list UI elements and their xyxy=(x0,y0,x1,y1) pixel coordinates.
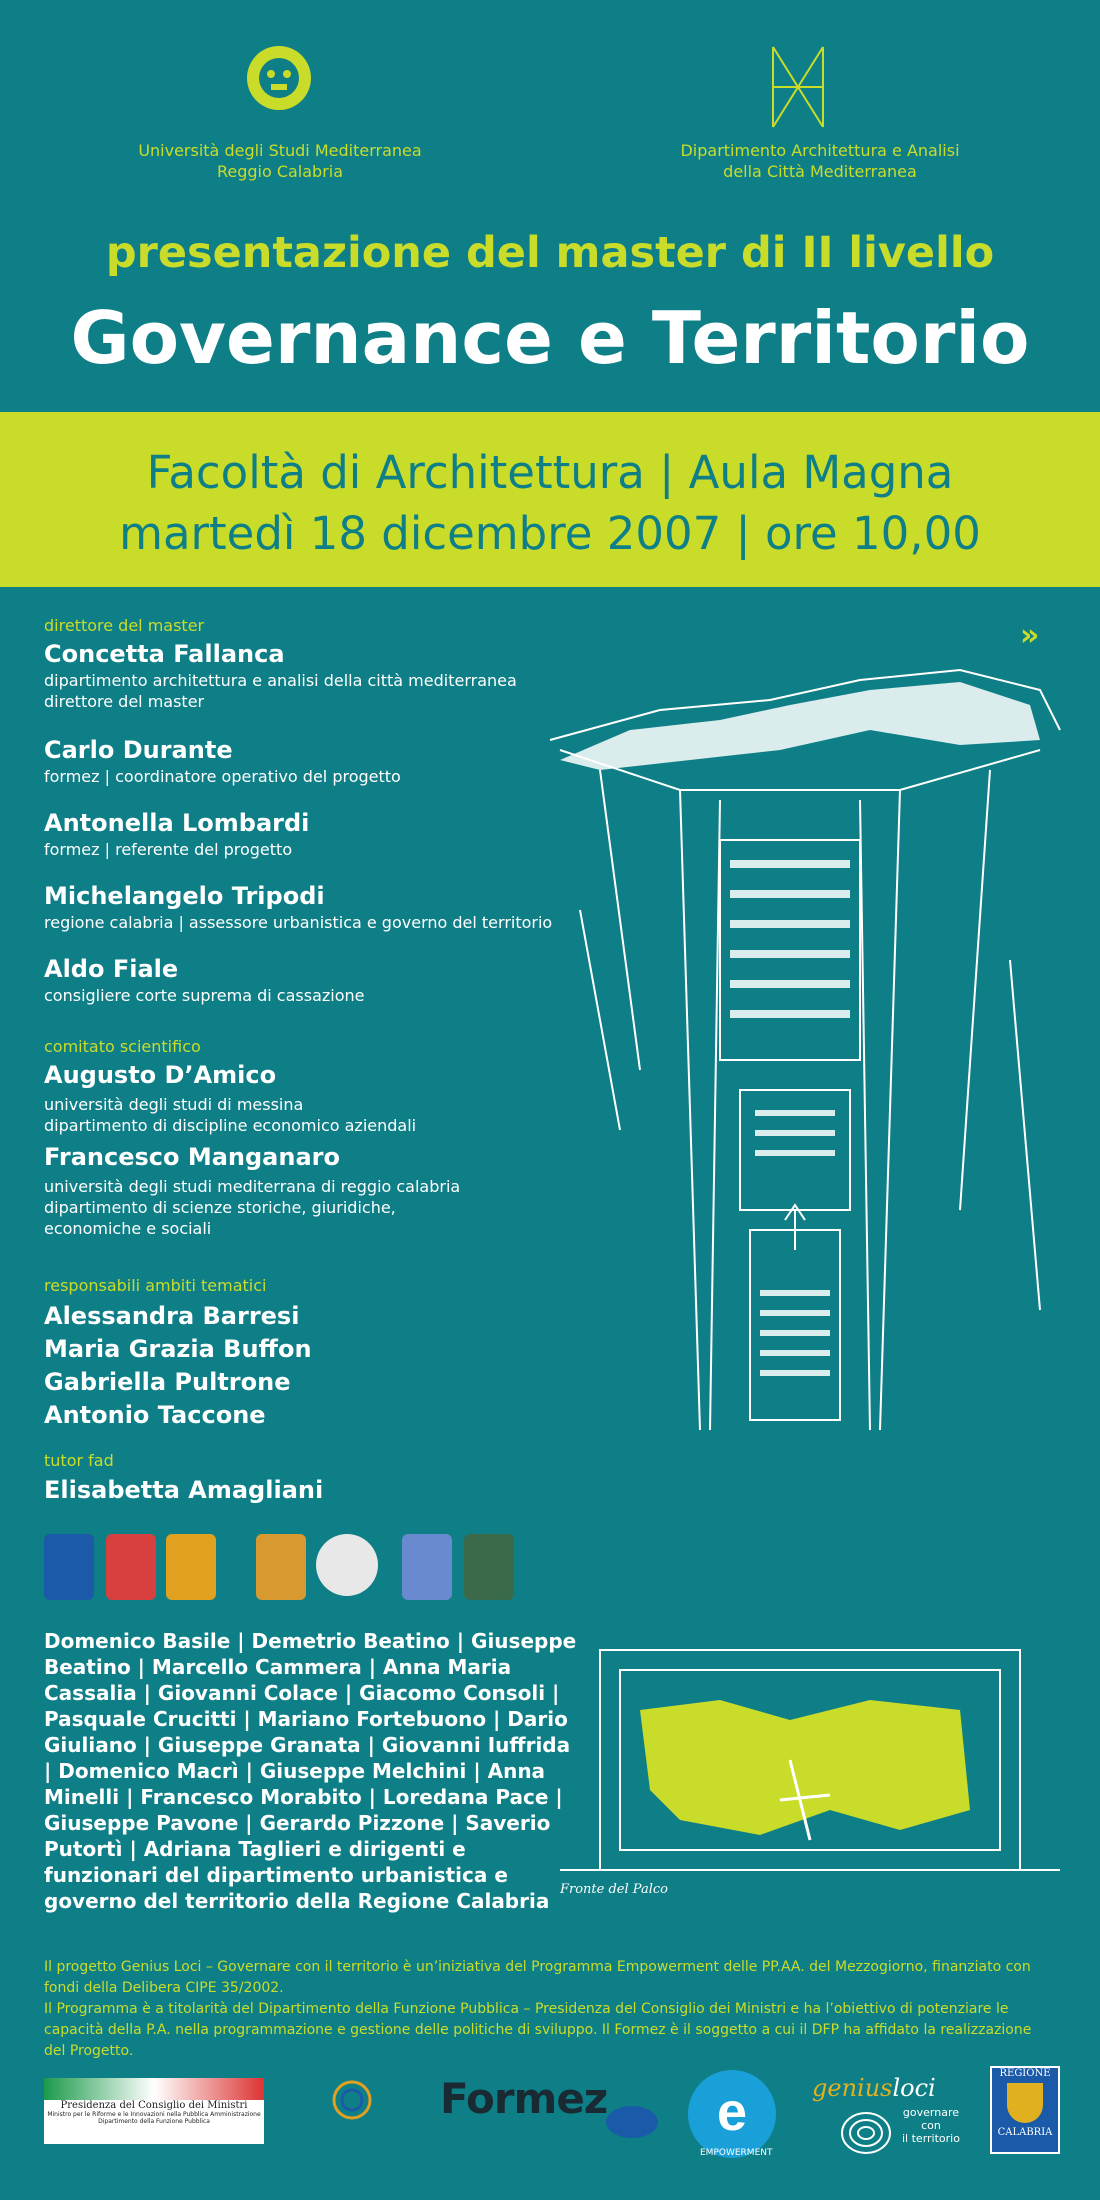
seal-icon xyxy=(316,1534,378,1596)
emblems-row xyxy=(44,1534,524,1604)
person-name: Francesco Manganaro xyxy=(44,1143,340,1171)
person-desc: università degli studi mediterrana di reggio calabria dipartimento di scienze storiche, giuridiche, economiche e sociali xyxy=(44,1177,461,1238)
subtitle: presentazione del master di II livello xyxy=(105,228,995,278)
department-name: Dipartimento Architettura e Analisi della Città Mediterranea xyxy=(680,141,960,181)
page-title: Governance e Territorio xyxy=(70,296,1030,380)
university-name: Università degli Studi Mediterranea Reggio Calabria xyxy=(138,141,422,181)
coat-of-arms-icon xyxy=(256,1534,306,1600)
person-desc: dipartimento architettura e analisi della città mediterranea direttore del master xyxy=(44,671,517,711)
sponsor-logos xyxy=(0,2060,1100,2200)
footer-text: Il progetto Genius Loci – Governare con il territorio è un’iniziativa del Programma Empowerment delle PP.AA. del Mezzogiorno, finanziato con fondi della Delibera CIPE 35/2002. Il Programma è a titolarità del Dipartimento della Funzione Pubblica – Presidenza del Consiglio dei Ministri e ha l’obiettivo di potenziare le capacità della P.A. nella programmazione e gestione delle politiche di sviluppo. Il Formez è il soggetto a cui il DFP ha affidato la realizzazione del Progetto. xyxy=(44,1959,1032,2059)
coat-of-arms-icon xyxy=(106,1534,156,1600)
person-name: Antonella Lombardi xyxy=(44,809,310,837)
formez-logo: Formez xyxy=(440,2074,608,2123)
coat-of-arms-icon xyxy=(166,1534,216,1600)
svg-text:e: e xyxy=(716,2082,748,2142)
header xyxy=(0,0,1100,412)
person-desc: consigliere corte suprema di cassazione xyxy=(44,986,365,1005)
coat-of-arms-icon xyxy=(464,1534,514,1600)
section-heading-responsabili: responsabili ambiti tematici xyxy=(44,1276,267,1295)
double-chevron-icon: » xyxy=(1020,618,1040,653)
person-name: Augusto D’Amico xyxy=(44,1061,277,1089)
person-name: Michelangelo Tripodi xyxy=(44,882,325,910)
person-desc: università degli studi di messina dipartimento di discipline economico aziendali xyxy=(44,1095,417,1135)
section-heading-tutor: tutor fad xyxy=(44,1451,114,1470)
regione-calabria-logo: REGIONE CALABRIA xyxy=(990,2066,1060,2154)
event-venue: Facoltà di Architettura | Aula Magna xyxy=(146,446,954,499)
coat-of-arms-icon xyxy=(402,1534,452,1600)
person-desc: formez | referente del progetto xyxy=(44,840,293,859)
architectural-sketch xyxy=(540,610,1080,1910)
genius-loci-tagline: governare con il territorio xyxy=(902,2106,960,2145)
section-heading-direttore: direttore del master xyxy=(44,616,205,635)
section-heading-comitato: comitato scientifico xyxy=(44,1037,201,1056)
fingerprint-icon xyxy=(838,2110,894,2156)
person-name: Alessandra Barresi xyxy=(44,1302,300,1330)
empowerment-label: EMPOWERMENT xyxy=(700,2148,773,2158)
genius-loci-logo: geniusloci xyxy=(812,2074,936,2102)
person-name: Aldo Fiale xyxy=(44,955,179,983)
person-name: Concetta Fallanca xyxy=(44,640,285,668)
person-name: Elisabetta Amagliani xyxy=(44,1476,324,1504)
person-desc: regione calabria | assessore urbanistica e governo del territorio xyxy=(44,913,553,932)
presidenza-logo: Presidenza del Consiglio dei Ministri Ministro per le Riforme e le Innovazioni nella Pubblica Amministrazione Dipartimento della Funzione Pubblica xyxy=(44,2078,264,2144)
person-name: Gabriella Pultrone xyxy=(44,1368,291,1396)
formez-globe-icon xyxy=(602,2102,662,2142)
person-desc: formez | coordinatore operativo del progetto xyxy=(44,767,401,786)
team-list: Domenico Basile | Demetrio Beatino | Giuseppe Beatino | Marcello Cammera | Anna Maria Cassalia | Giovanni Colace | Giacomo Consoli | Pasquale Crucitti | Mariano Fortebuono | Dario Giuliano | Giuseppe Granata | Giovanni Iuffrida | Domenico Macrì | Giuseppe Melchini | Anna Minelli | Francesco Morabito | Loredana Pace | Giuseppe Pavone | Gerardo Pizzone | Saverio Putortì | Adriana Taglieri e dirigenti e funzionari del dipartimento urbanistica e governo del territorio della Regione Calabria xyxy=(44,1629,577,1913)
regione-calabria-emblem xyxy=(44,1534,94,1600)
department-logo xyxy=(768,42,828,132)
drawing-caption: Fronte del Palco xyxy=(560,1882,668,1897)
person-name: Antonio Taccone xyxy=(44,1401,266,1429)
university-logo xyxy=(243,40,315,126)
event-band xyxy=(0,412,1100,587)
person-name: Maria Grazia Buffon xyxy=(44,1335,312,1363)
ciss-logo-icon xyxy=(330,2078,374,2122)
event-date: martedì 18 dicembre 2007 | ore 10,00 xyxy=(119,507,981,560)
empowerment-logo-icon xyxy=(686,2068,778,2160)
person-name: Carlo Durante xyxy=(44,736,233,764)
